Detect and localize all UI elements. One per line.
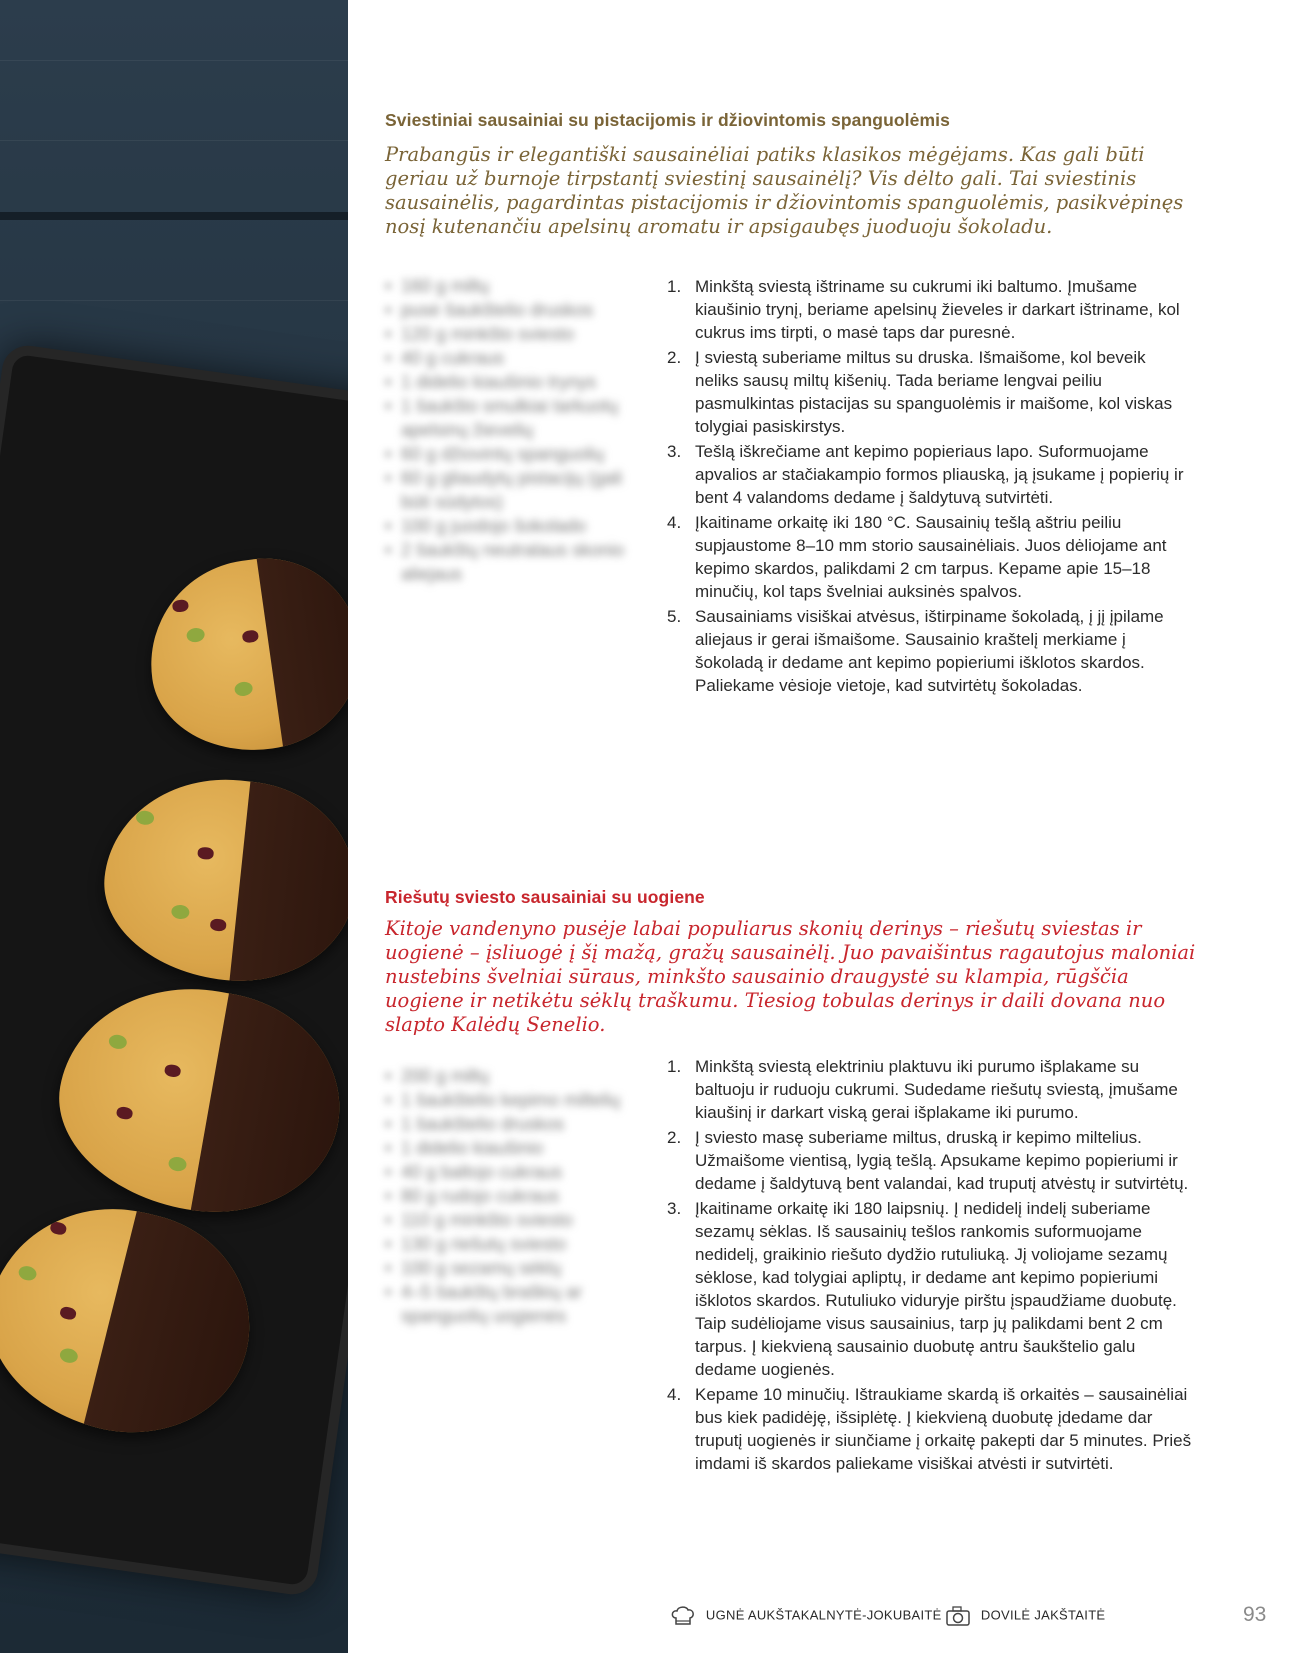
step-text: Minkštą sviestą elektriniu plaktuvu iki purumo išplakame su baltuoju ir ruduoju cukrumi. Sudedame riešutų sviestą, įmušame kiaušinį ir darkart viską gerai išplakame iki purumo. [695, 1057, 1178, 1122]
step-item: 3. Tešlą iškrečiame ant kepimo popieriaus lapo. Suformuojame apvalios ar stačiakampio formos pliauską, ją įsukame į popierių ir bent 4 valandoms dedame į šaldytuvą sutvirtėti. [667, 442, 1184, 507]
ingredient-item: • 1 šaukšto smulkiai tarkuotų apelsinų žievelių [385, 394, 625, 442]
recipe-title: Sviestiniai sausainiai su pistacijomis ir džiovintomis spanguolėmis [385, 110, 950, 130]
ingredients-list [385, 1064, 625, 1328]
steps-list [667, 275, 1192, 699]
photographer-credit [945, 1605, 1105, 1627]
step-item: 5. Sausainiams visiškai atvėsus, ištirpiname šokoladą, į jį įpilame aliejaus ir gerai išmaišome. Sausainio kraštelį merkiame į šokoladą ir dedame ant kepimo popieriumi išklotos skardos. Paliekame vėsioje vietoje, kad sutvirtėtų šokoladas. [667, 607, 1164, 695]
ingredient-item: • 110 g minkšto sviesto [385, 1208, 625, 1232]
ingredient-item: • 1 šaukštelio kepimo miltelių [385, 1088, 625, 1112]
step-item: 2. Į sviesto masę suberiame miltus, druską ir kepimo miltelius. Užmaišome vientisą, lygią tešlą. Apsukame kepimo popieriumi ir dedame į šaldytuvą bent valandai, kad truputį atvėstų ir sutvirtėtų. [667, 1128, 1189, 1193]
step-text: Į sviestą suberiame miltus su druska. Išmaišome, kol beveik neliks sausų miltų kišenių. Tada beriame lengvai peiliu pasmulkintas pistacijas su spanguolėmis ir maišome, kol viskas tolygiai pasiskirstys. [695, 348, 1173, 436]
ingredient-item: • 40 g baltojo cukraus [385, 1160, 625, 1184]
camera-icon [945, 1607, 981, 1622]
steps-list [667, 1055, 1192, 1477]
cookies-photo [0, 0, 348, 1653]
step-item: 4. Kepame 10 minučių. Ištraukiame skardą iš orkaitės – sausainėliai bus kiek padidėję, išsiplėtę. Į kiekvieną duobutę įdedame dar truputį uogienės ir siunčiame į orkaitę pakepti dar 5 minutes. Prieš imdami iš skardos paliekame visiškai atvėsti ir sutvirtėti. [667, 1385, 1192, 1473]
step-text: Įkaitiname orkaitę iki 180 °C. Sausainių tešlą aštriu peiliu supjaustome 8–10 mm storio sausainėliais. Juos dėliojame ant kepimo skardos, palikdami 2 cm tarpus. Kepame apie 15–18 minučių, kol taps švelniai auksinės spalvos. [695, 513, 1167, 601]
ingredient-item: • 1 didelio kiaušinio trynys [385, 370, 625, 394]
ingredient-item: • 2 šaukštų neutralaus skonio aliejaus [385, 538, 625, 586]
step-text: Įkaitiname orkaitę iki 180 laipsnių. Į nedidelį indelį suberiame sezamų sėklas. Iš sausainių tešlos rankomis suformuojame nedidelį, graikinio riešuto dydžio rutuliuką. Jį voliojame sezamų sėklose, kad tolygiai apliptų, ir dedame ant kepimo popieriumi išklotos skardos. Rutuliuko viduryje pirštu įspaudžiame duobutę. Taip sudėliojame visus sausainius, tarp jų palikdami bent 2 cm tarpus. Į kiekvieną sausainio duobutę antru šaukštelio galu dedame uogienės. [695, 1199, 1177, 1379]
recipe-intro: Kitoje vandenyno pusėje labai populiarus skonių derinys – riešutų sviestas ir uogienė – įsliuogė į šį mažą, gražų sausainėlį. Juo pavaišintus ragautojus maloniai nustebins švelniai sūraus, minkšto sausainio draugystė su klampia, rūgščia uogiene ir netikėtu sėklų traškumu. Tiesiog tobulas derinys ir daili dovana nuo slapto Kalėdų Senelio. [385, 917, 1196, 1036]
ingredient-item: • 60 g džiovintų spanguolių [385, 442, 625, 466]
step-text: Sausainiams visiškai atvėsus, ištirpiname šokoladą, į jį įpilame aliejaus ir gerai išmaišome. Sausainio kraštelį merkiame į šokoladą ir dedame ant kepimo popieriumi išklotos skardos. Paliekame vėsioje vietoje, kad sutvirtėtų šokoladas. [695, 607, 1164, 695]
ingredient-item: • 1 didelio kiaušinio [385, 1136, 625, 1160]
recipe-title: Riešutų sviesto sausainiai su uogiene [385, 887, 705, 907]
ingredient-item: • 100 g sezamų sėklų [385, 1256, 625, 1280]
ingredient-item: • 40 g cukraus [385, 346, 625, 370]
step-item: 2. Į sviestą suberiame miltus su druska. Išmaišome, kol beveik neliks sausų miltų kišenių. Tada beriame lengvai peiliu pasmulkintas pistacijas su spanguolėmis ir maišome, kol viskas tolygiai pasiskirstys. [667, 348, 1173, 436]
ingredient-item: • 200 g miltų [385, 1064, 625, 1088]
photographer-name: DOVILĖ JAKŠTAITĖ [980, 1607, 1106, 1623]
step-item: 1. Minkštą sviestą elektriniu plaktuvu iki purumo išplakame su baltuoju ir ruduoju cukrumi. Sudedame riešutų sviestą, įmušame kiaušinį ir darkart viską gerai išplakame iki purumo. [667, 1057, 1178, 1122]
author-name: UGNĖ AUKŠTAKALNYTĖ-JOKUBAITĖ [705, 1607, 942, 1623]
ingredient-item: • 130 g riešutų sviesto [385, 1232, 625, 1256]
step-text: Minkštą sviestą ištriname su cukrumi iki baltumo. Įmušame kiaušinio trynį, beriame apelsinų žieveles ir darkart ištriname, kol cukrus ims tirpti, o masė taps dar puresnė. [695, 277, 1180, 342]
author-credit [670, 1605, 942, 1627]
ingredient-item: • pusė šaukštelio druskos [385, 298, 625, 322]
recipe-intro: Prabangūs ir elegantiški sausainėliai patiks klasikos mėgėjams. Kas gali būti geriau už burnoje tirpstantį sviestinį sausainėlį? Vis dėlto gali. Tai sviestinis sausainėlis, pagardintas pistacijomis ir džiovintomis spanguolėmis, pasikvėpinęs nosį kutenančiu apelsinų aromatu ir apsigaubęs juoduoju šokoladu. [385, 143, 1184, 238]
ingredients-list [385, 274, 625, 586]
step-text: Tešlą iškrečiame ant kepimo popieriaus lapo. Suformuojame apvalios ar stačiakampio formos pliauską, ją įsukame į popierių ir bent 4 valandoms dedame į šaldytuvą sutvirtėti. [695, 442, 1184, 507]
step-text: Kepame 10 minučių. Ištraukiame skardą iš orkaitės – sausainėliai bus kiek padidėję, išsiplėtę. Į kiekvieną duobutę įdedame dar truputį uogienės ir siunčiame į orkaitę pakepti dar 5 minutes. Prieš imdami iš skardos paliekame visiškai atvėsti ir sutvirtėti. [695, 1385, 1192, 1473]
ingredient-item: • 60 g gliaudytų pistacijų (gali būti sūdytos) [385, 466, 625, 514]
ingredient-item: • 80 g rudojo cukraus [385, 1184, 625, 1208]
ingredient-item: • 1 šaukštelio druskos [385, 1112, 625, 1136]
ingredient-item: • 160 g miltų [385, 274, 625, 298]
step-item: 1. Minkštą sviestą ištriname su cukrumi iki baltumo. Įmušame kiaušinio trynį, beriame apelsinų žieveles ir darkart ištriname, kol cukrus ims tirpti, o masė taps dar puresnė. [667, 277, 1180, 342]
page-number: 93 [1243, 1603, 1267, 1626]
step-item: 4. Įkaitiname orkaitę iki 180 °C. Sausainių tešlą aštriu peiliu supjaustome 8–10 mm storio sausainėliais. Juos dėliojame ant kepimo skardos, palikdami 2 cm tarpus. Kepame apie 15–18 minučių, kol taps švelniai auksinės spalvos. [667, 513, 1167, 601]
ingredient-item: • 120 g minkšto sviesto [385, 322, 625, 346]
ingredient-item: • 4–5 šaukštų braškių ar spanguolių uogienės [385, 1280, 625, 1328]
step-text: Į sviesto masę suberiame miltus, druską ir kepimo miltelius. Užmaišome vientisą, lygią tešlą. Apsukame kepimo popieriumi ir dedame į šaldytuvą bent valandai, kad truputį atvėstų ir sutvirtėtų. [695, 1128, 1189, 1193]
chef-hat-icon [670, 1607, 706, 1622]
ingredient-item: • 100 g juodojo šokolado [385, 514, 625, 538]
step-item: 3. Įkaitiname orkaitę iki 180 laipsnių. Į nedidelį indelį suberiame sezamų sėklas. Iš sausainių tešlos rankomis suformuojame nedidelį, graikinio riešuto dydžio rutuliuką. Jį voliojame sezamų sėklose, kad tolygiai apliptų, ir dedame ant kepimo popieriumi išklotos skardos. Rutuliuko viduryje pirštu įspaudžiame duobutę. Taip sudėliojame visus sausainius, tarp jų palikdami bent 2 cm tarpus. Į kiekvieną sausainio duobutę antru šaukštelio galu dedame uogienės. [667, 1199, 1177, 1379]
